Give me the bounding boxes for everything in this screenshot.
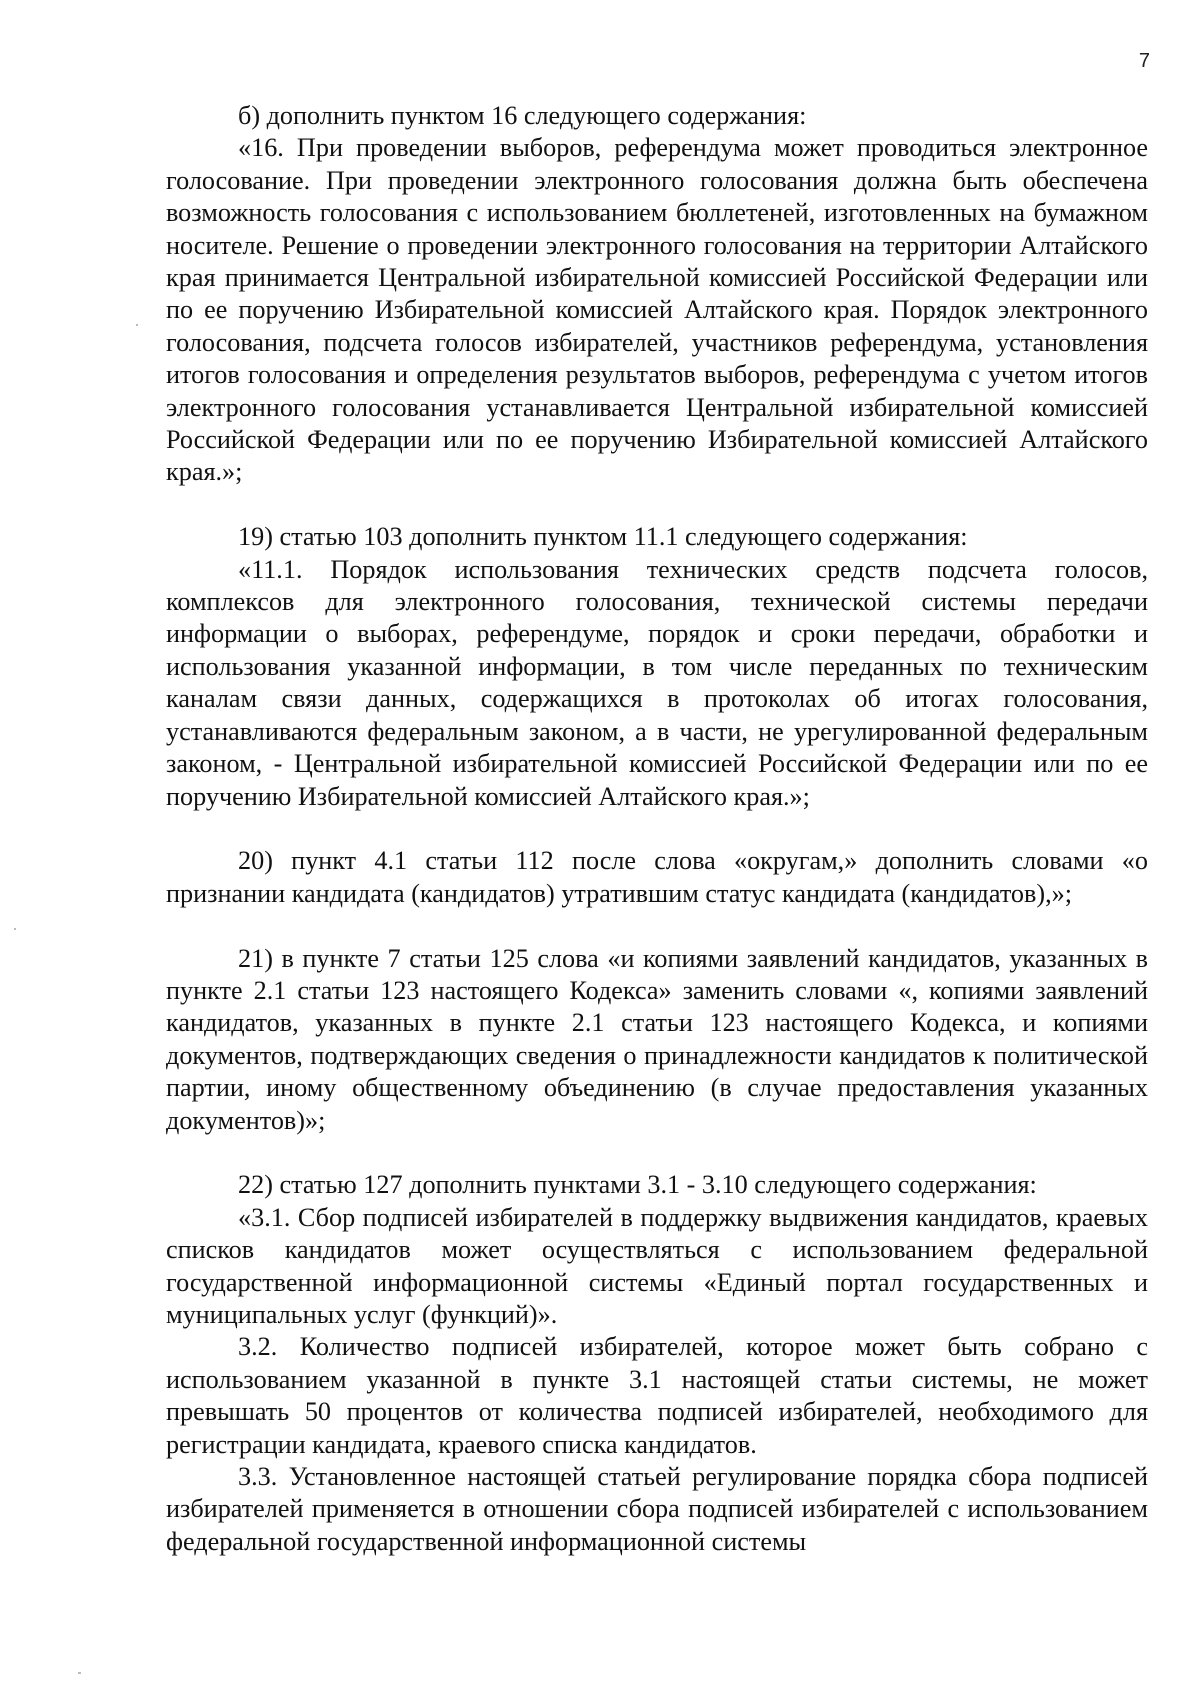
paragraph: 3.3. Установленное настоящей статьей регулирование порядка сбора подписей избирателей применяется в отношении сбора подписей избирателей с использованием федеральной государственной информационной системы [166,1462,1148,1556]
paragraph: «3.1. Сбор подписей избирателей в поддержку выдвижения кандидатов, краевых списков кандидатов может осуществляться с использованием федеральной государственной информационной системы «Единый портал государственных и муниципальных услуг (функций)». [166,1202,1148,1329]
scan-speck [14,928,16,930]
paragraph: «16. При проведении выборов, референдума может проводиться электронное голосование. При проведении электронного голосования должна быть обеспечена возможность голосования с использованием бюллетеней, изготовленных на бумажном носителе. Решение о проведении электронного голосования на территории Алтайского края принимается Центральной избирательной комиссией Российской Федерации или по ее поручению Избирательной комиссией Алтайского края. Порядок электронного голосования, подсчета голосов избирателей, участников референдума, установления итогов голосования и определения результатов выборов, референдума с учетом итогов электронного голосования устанавливается Центральной избирательной комиссией Российской Федерации или по ее поручению Избирательной комиссией Алтайского края.»; [166,133,1148,487]
paragraph: 22) статью 127 дополнить пунктами 3.1 - 3.10 следующего содержания: [238,1170,1037,1200]
page-number: 7 [1138,50,1150,72]
scan-speck [78,1672,81,1674]
paragraph: 20) пункт 4.1 статьи 112 после слова «округам,» дополнить словами «о признании кандидата (кандидатов) утратившим статус кандидата (кандидатов),»; [166,846,1148,908]
scan-speck [136,324,138,326]
paragraph: «11.1. Порядок использования технических средств подсчета голосов, комплексов для электронного голосования, технической системы передачи информации о выборах, референдуме, порядок и сроки передачи, обработки и использования указанной информации, в том числе переданных по техническим каналам связи данных, содержащихся в протоколах об итогах голосования, устанавливаются федеральным законом, а в части, не урегулированной федеральным законом, - Центральной избирательной комиссией Российской Федерации или по ее поручению Избирательной комиссией Алтайского края.»; [166,554,1148,811]
paragraph-gap [166,813,1148,845]
document-body [166,100,1148,1558]
paragraph-gap [166,489,1148,521]
paragraph-gap [166,1137,1148,1169]
paragraph: 19) статью 103 дополнить пунктом 11.1 следующего содержания: [238,522,968,552]
paragraph: 21) в пункте 7 статьи 125 слова «и копиями заявлений кандидатов, указанных в пункте 2.1 статьи 123 настоящего Кодекса» заменить словами «, копиями заявлений кандидатов, указанных в пункте 2.1 статьи 123 настоящего Кодекса, и копиями документов, подтверждающих сведения о принадлежности кандидатов к политической партии, иному общественному объединению (в случае предоставления указанных документов)»; [166,943,1148,1135]
paragraph: 3.2. Количество подписей избирателей, которое может быть собрано с использованием указанной в пункте 3.1 настоящей статьи системы, не может превышать 50 процентов от количества подписей избирателей, необходимого для регистрации кандидата, краевого списка кандидатов. [166,1332,1148,1459]
paragraph-gap [166,910,1148,942]
paragraph: б) дополнить пунктом 16 следующего содержания: [238,101,807,130]
